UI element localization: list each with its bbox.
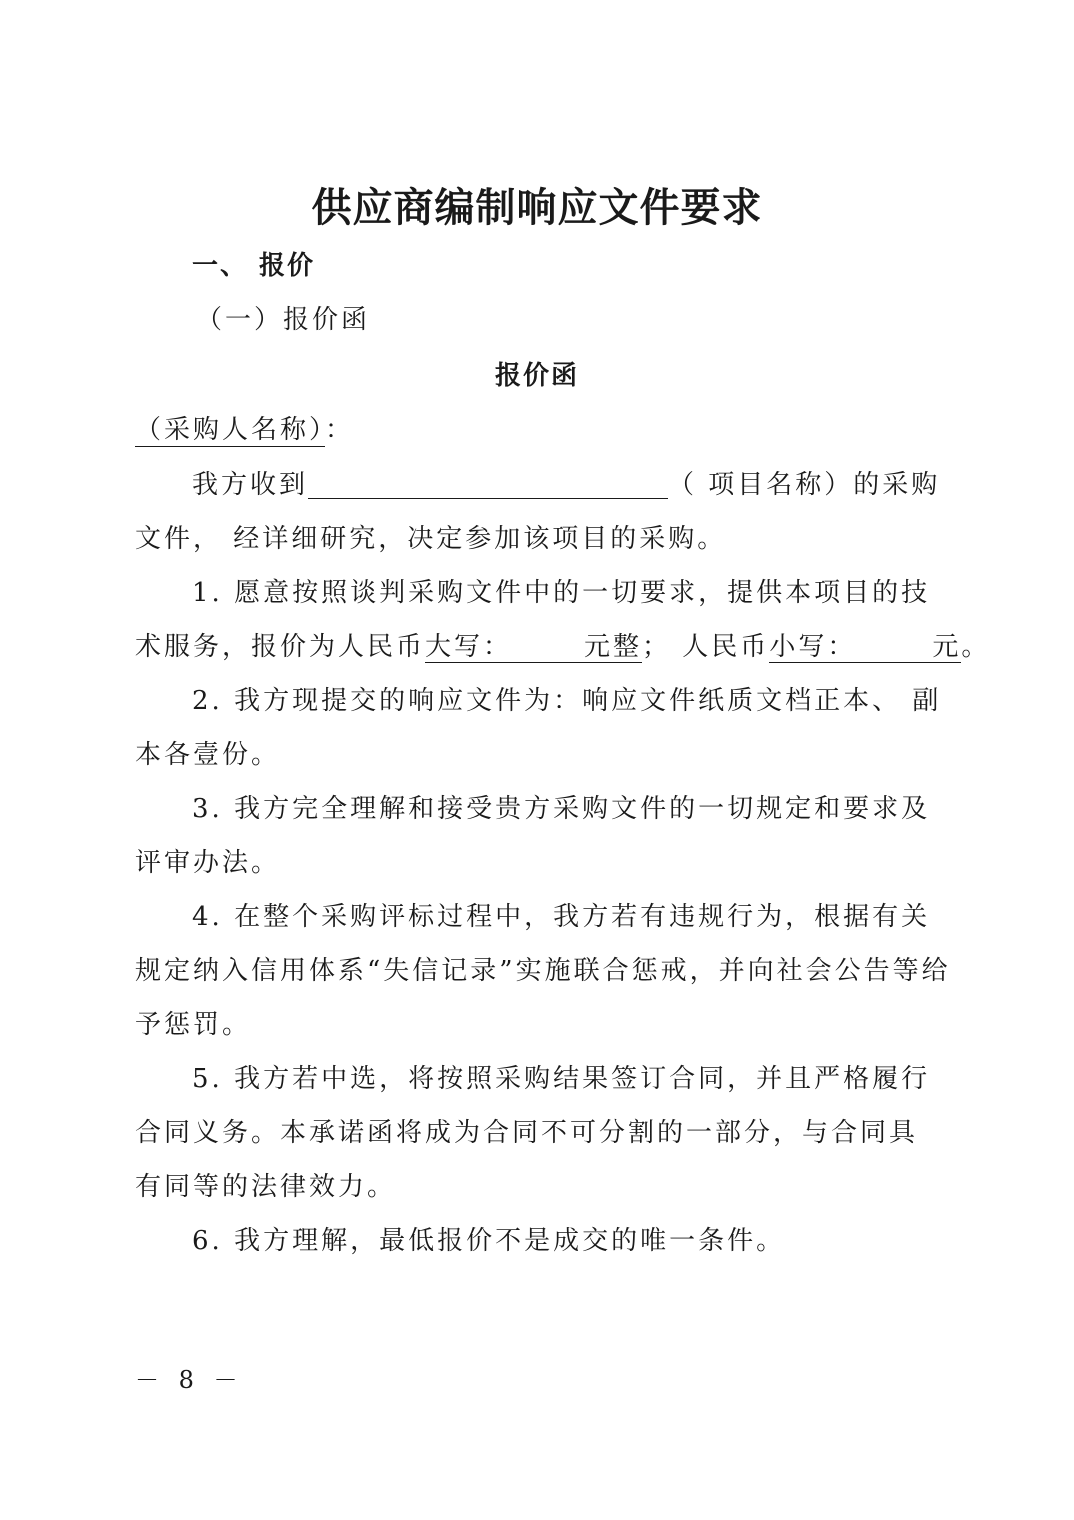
item-5-line-3: 有同等的法律效力。 <box>135 1172 397 1202</box>
document-title: 供应商编制响应文件要求 <box>311 185 763 231</box>
item-4-line-2: 规定纳入信用体系“失信记录”实施联合惩戒，并向社会公告等给 <box>135 956 951 986</box>
item-1-line-2 <box>135 620 990 674</box>
item-5-line-2: 合同义务。本承诺函将成为合同不可分割的一部分，与合同具 <box>135 1118 919 1148</box>
addressee-placeholder: （采购人名称） <box>135 415 326 445</box>
item-4-line-1: 4. 在整个采购评标过程中，我方若有违规行为，根据有关 <box>192 902 931 932</box>
sub-heading: （一）报价函 <box>196 305 371 335</box>
item-1-prefix: 术服务，报价为人民币 <box>135 632 426 662</box>
item-5-line-1: 5. 我方若中选，将按照采购结果签订合同，并且严格履行 <box>192 1064 931 1094</box>
addressee-line <box>135 408 354 452</box>
intro-text-start: 我方收到 <box>192 470 309 500</box>
item-4-line-3: 予惩罚。 <box>135 1010 252 1040</box>
intro-line-1 <box>192 458 940 512</box>
amount-lowercase-field: 小写： 元 <box>769 632 962 662</box>
item-2-line-2: 本各壹份。 <box>135 740 281 770</box>
item-1-end: 。 <box>961 632 991 662</box>
item-1-middle: ； 人民币 <box>642 632 770 662</box>
item-3-line-2: 评审办法。 <box>135 848 281 878</box>
letter-title: 报价函 <box>494 361 579 391</box>
addressee-colon: ： <box>325 415 355 445</box>
item-2-line-1: 2. 我方现提交的响应文件为：响应文件纸质文档正本、 副 <box>192 686 942 716</box>
item-1-line-1: 1. 愿意按照谈判采购文件中的一切要求，提供本项目的技 <box>192 578 931 608</box>
amount-uppercase-field: 大写： 元整 <box>425 632 643 662</box>
intro-line-2: 文件， 经详细研究，决定参加该项目的采购。 <box>135 524 727 554</box>
intro-text-end: （ 项目名称）的采购 <box>668 470 941 500</box>
item-3-line-1: 3. 我方完全理解和接受贵方采购文件的一切规定和要求及 <box>192 794 931 824</box>
project-name-blank <box>308 468 668 499</box>
section-heading: 一、 报价 <box>192 251 316 281</box>
page-number: － 8 － <box>135 1366 244 1394</box>
item-6-line-1: 6. 我方理解，最低报价不是成交的唯一条件。 <box>192 1226 786 1256</box>
